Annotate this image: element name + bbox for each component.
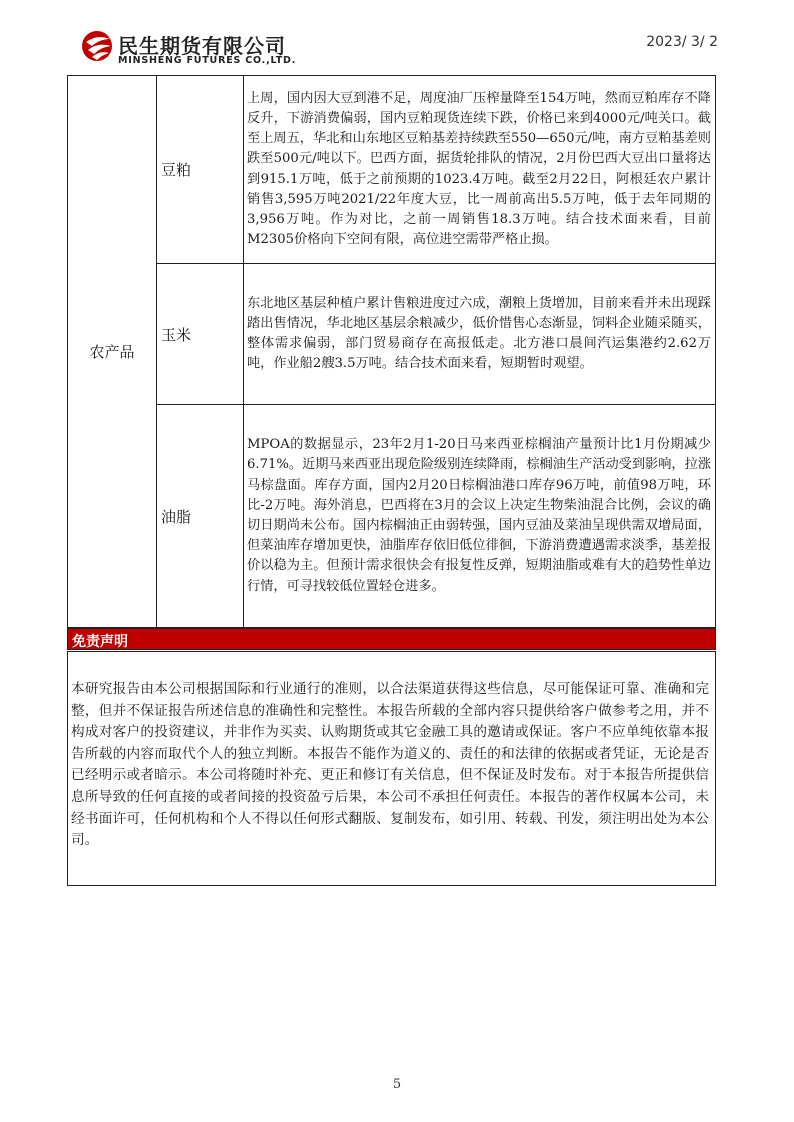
commodity-analysis: 东北地区基层种植户累计售粮进度过六成，潮粮上货增加，目前来看并未出现踩踏出售情况，华北地区基层余粮减少，低价惜售心态渐显，饲料企业随采随买，整体需求偏弱，部门贸易商存在高报低走。北方港口晨间汽运集港约2.62万吨，作业船2艘3.5万吨。结合技术面来看，短期暂时观望。	[244, 264, 716, 405]
commodity-table	[67, 75, 716, 628]
disclaimer-title: 免责声明	[72, 634, 128, 650]
commodity-analysis: MPOA的数据显示，23年2月1-20日马来西亚棕榈油产量预计比1月份期减少6.71%。近期马来西亚出现危险级别连续降雨，棕榈油生产活动受到影响，拉涨马棕盘面。库存方面，国内2月20日棕榈油港口库存96万吨，前值98万吨，环比-2万吨。海外消息，巴西将在3月的会议上决定生物柴油混合比例，会议的确切日期尚未公布。国内棕榈油正由弱转强，国内豆油及菜油呈现供需双增局面，但菜油库存增加更快，油脂库存依旧低位徘徊，下游消费遭遇需求淡季，基差报价以稳为主。但预计需求很快会有报复性反弹，短期油脂或难有大的趋势性单边行情，可寻找较低位置轻仓进多。	[244, 405, 716, 628]
page-number: 5	[392, 1077, 402, 1092]
commodity-name: 豆粕	[157, 76, 244, 264]
page-header	[0, 0, 794, 66]
disclaimer-text: 本研究报告由本公司根据国际和行业通行的准则，以合法渠道获得这些信息，尽可能保证可靠、准确和完整，但并不保证报告所述信息的准确性和完整性。本报告所载的全部内容只提供给客户做参考之用，并不构成对客户的投资建议，并非作为买卖、认购期货或其它金融工具的邀请或保证。客户不应单纯依靠本报告所载的内容而取代个人的独立判断。本报告不能作为道义的、责任的和法律的依据或者凭证，无论是否已经明示或者暗示。本公司将随时补充、更正和修订有关信息，但不保证及时发布。对于本报告所提供信息所导致的任何直接的或者间接的投资盈亏后果，本公司不承担任何责任。本报告的著作权属本公司，未经书面许可，任何机构和个人不得以任何形式翻版、复制发布，如引用、转载、刊发，须注明出处为本公司。	[71, 681, 709, 849]
company-name-cn: 民生期货有限公司	[118, 34, 286, 58]
commodity-name: 玉米	[157, 264, 244, 405]
category-cell: 农产品	[68, 76, 157, 628]
table-row	[68, 76, 716, 264]
commodity-name: 油脂	[157, 405, 244, 628]
company-name-en: MINSHENG FUTURES CO.,LTD.	[118, 55, 297, 66]
minsheng-logo-icon	[80, 28, 114, 64]
report-date: 2023/ 3/ 2	[646, 34, 718, 50]
commodity-analysis: 上周，国内因大豆到港不足，周度油厂压榨量降至154万吨，然而豆粕库存不降反升，下游消费偏弱，国内豆粕现货连续下跌，价格已来到4000元/吨关口。截至上周五，华北和山东地区豆粕基差持续跌至550—650元/吨，南方豆粕基差则跌至500元/吨以下。巴西方面，据货轮排队的情况，2月份巴西大豆出口量将达到915.1万吨，低于之前预期的1023.4万吨。截至2月22日，阿根廷农户累计销售3,595万吨2021/22年度大豆，比一周前高出5.5万吨，低于去年同期的3,956万吨。作为对比，之前一周销售18.3万吨。结合技术面来看，目前M2305价格向下空间有限，高位进空需带严格止损。	[244, 76, 716, 264]
company-logo	[80, 28, 320, 68]
table-row	[68, 264, 716, 405]
table-row	[68, 405, 716, 628]
disclaimer-box	[67, 651, 716, 886]
disclaimer-header	[67, 628, 716, 650]
